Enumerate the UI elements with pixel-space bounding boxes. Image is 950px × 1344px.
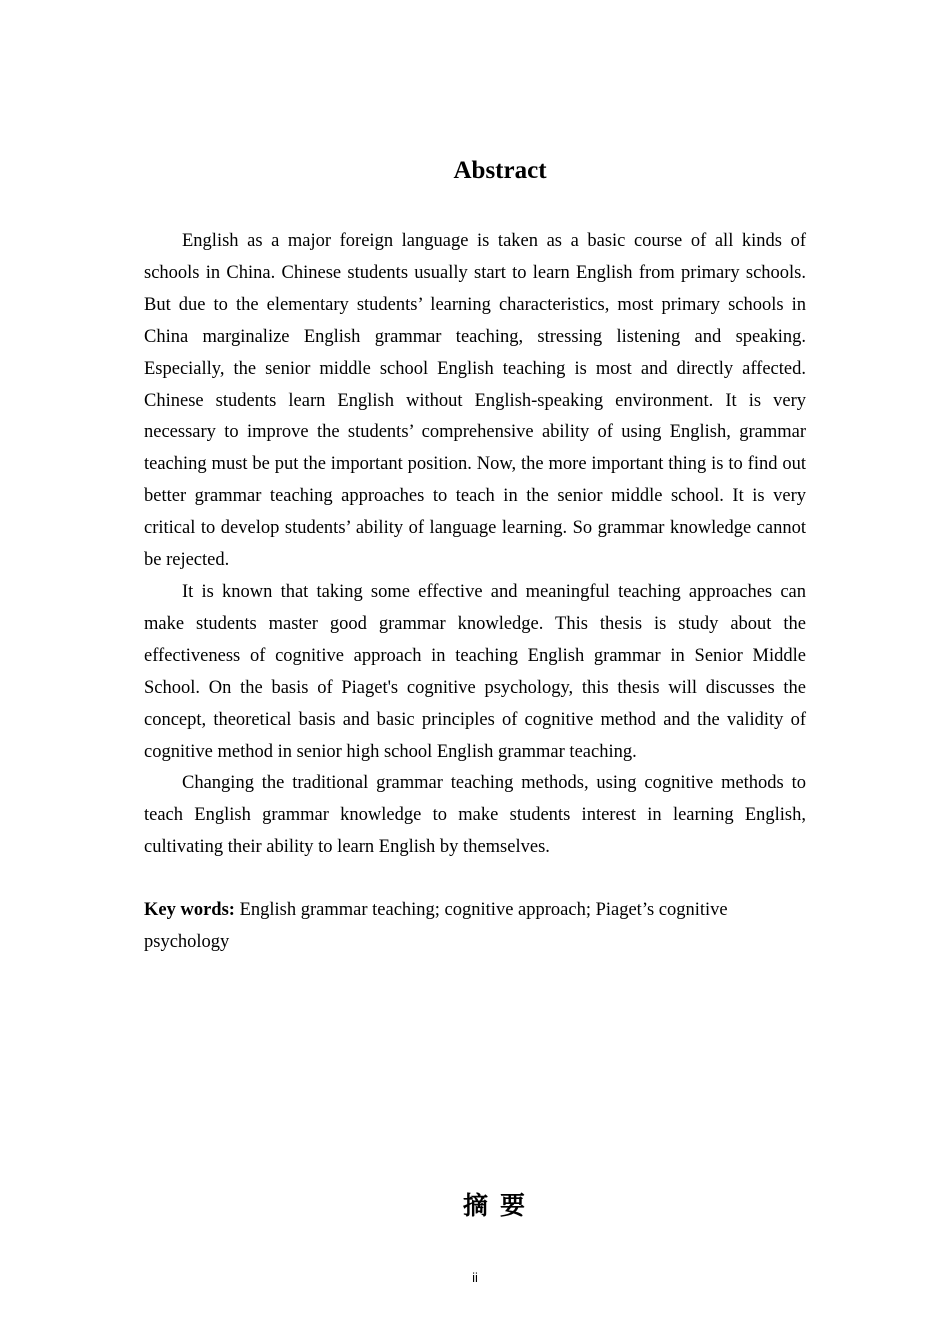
keywords-text: English grammar teaching; cognitive approach; Piaget’s cognitive psychology: [144, 900, 728, 952]
abstract-paragraph-1: English as a major foreign language is taken as a basic course of all kinds of schools in China. Chinese students usually start to learn English from primary schools. But due to the elementary students’ learning characteristics, most primary schools in China marginalize English grammar teaching, stressing listening and speaking. Especially, the senior middle school English teaching is most and directly affected. Chinese students learn English without English-speaking environment. It is very necessary to improve the students’ comprehensive ability of using English, grammar teaching must be put the important position. Now, the more important thing is to find out better grammar teaching approaches to teach in the senior middle school. It is very critical to develop students’ ability of language learning. So grammar knowledge cannot be rejected.: [144, 231, 806, 571]
abstract-paragraph-2: It is known that taking some effective and meaningful teaching approaches can make students master good grammar knowledge. This thesis is study about the effectiveness of cognitive approach in teaching English grammar in Senior Middle School. On the basis of Piaget's cognitive psychology, this thesis will discusses the concept, theoretical basis and basic principles of cognitive method and the validity of cognitive method in senior high school English grammar teaching.: [144, 581, 806, 762]
keywords-line: [144, 895, 806, 959]
keywords-label: Key words:: [144, 900, 235, 920]
page-number: ii: [472, 1270, 478, 1285]
abstract-title: Abstract: [453, 157, 547, 184]
abstract-body: [144, 226, 806, 864]
chinese-abstract-title: 摘要: [462, 1191, 537, 1220]
abstract-paragraph-3: Changing the traditional grammar teaching methods, using cognitive methods to teach English grammar knowledge to make students interest in learning English, cultivating their ability to learn English by themselves.: [144, 773, 806, 858]
